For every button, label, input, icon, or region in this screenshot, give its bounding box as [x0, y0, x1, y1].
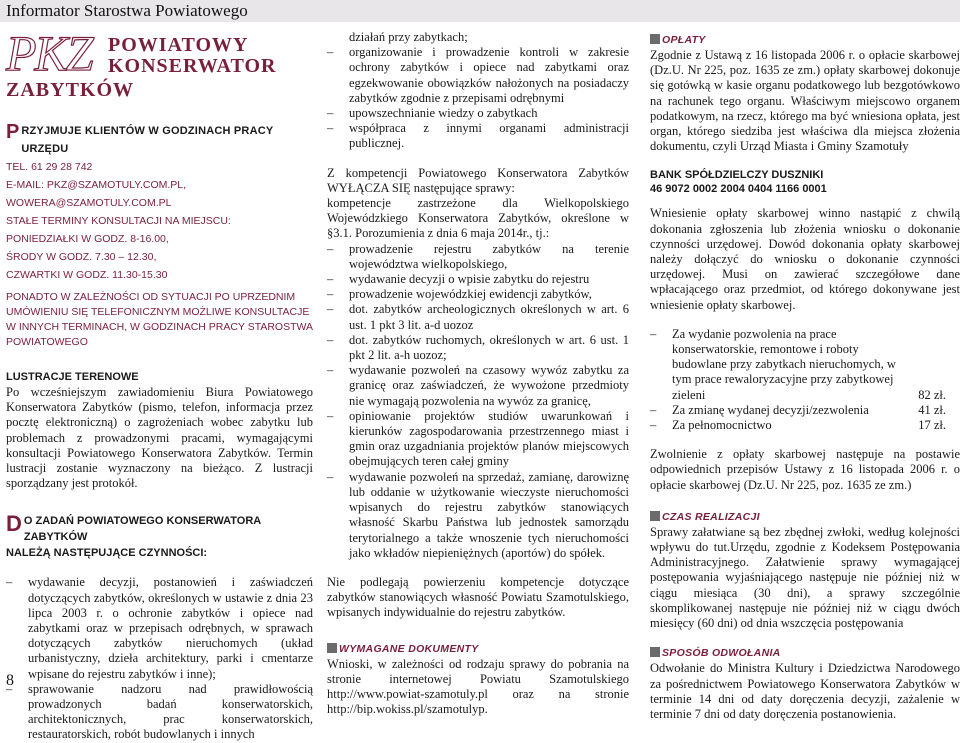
bank-account: 46 9072 0002 2004 0404 1166 0001: [650, 183, 827, 196]
contact-extra: PONADTO W ZALEŻNOŚCI OD SYTUACJI PO UPRZEDNIM UMÓWIENIU SIĘ TELEFONICZNYM MOŻLIWE KONSULTACJE W INNYCH TERMINACH, W GODZINACH PRACY STAROSTWA POWIATOWEGO: [6, 291, 313, 348]
time-heading: CZAS REALIZACJI: [662, 510, 760, 523]
fee-item-amount: 41 zł.: [918, 402, 946, 417]
fee-item: [650, 418, 946, 433]
col2-para-1: Z kompetencji Powiatowego Konserwatora Zabytków WYŁĄCZA SIĘ następujące sprawy:: [327, 165, 629, 195]
square-bullet-icon: [650, 647, 660, 657]
lustracje-text: Po wcześniejszym zawiadomieniu Biura Powiatowego Konserwatora Zabytków (pismo, telefon, informacja przez pocztę elektroniczną) o zagrożeniach wobec zabytku lub problemach z prowadzonymi pracami, wymagającymi konsultacji Powiatowego Konserwatora Zabytków. Termin lustracji zostanie wyznaczony na bieżąco. Z lustracji sporządzany jest protokół.: [6, 385, 313, 491]
page-header: [0, 0, 960, 22]
square-bullet-icon: [650, 34, 660, 44]
contact-email-2: WOWERA@SZAMOTULY.COM.PL: [6, 197, 172, 209]
logo-line-2: KONSERWATOR: [108, 55, 277, 77]
logo-monogram: PKZ: [6, 25, 92, 81]
fee-item-amount: 17 zł.: [918, 418, 946, 433]
logo-line-1: POWIATOWY: [108, 34, 249, 56]
fees-heading-row: [650, 30, 960, 48]
col2-excluded-item: – dot. zabytków archeologicznych określonych w art. 6 ust. 1 pkt 3 lit. a-d uozoz: [327, 302, 629, 332]
contact-wednesday: ŚRODY W GODZ. 7.30 – 12.30,: [6, 251, 157, 263]
square-bullet-icon: [327, 643, 337, 653]
time-text: Sprawy załatwiane są bez zbędnej zwłoki, według kolejności wpływu do tut.Urzędu, zgodnie z Kodeksem Postępowania Administracyjnego. Załatwienie sprawy wymagającej postępowania wyjaśniającego następuje nie później niż w ciągu miesiąca (30 dni), a sprawy szczególnie skomplikowanej następuje nie później niż w ciągu dwóch miesięcy (60 dni) od dnia wszczęcia postępowania: [650, 524, 960, 631]
column-3: [650, 30, 960, 722]
tasks-heading-2: NALEŻĄ NASTĘPUJĄCE CZYNNOŚCI:: [6, 547, 208, 560]
fee-item: [650, 327, 946, 403]
fee-list: [650, 327, 960, 433]
contact-monday: PONIEDZIAŁKI W GODZ. 8-16.00,: [6, 233, 169, 245]
col2-item: – upowszechnianie wiedzy o zabytkach: [327, 106, 629, 121]
fee-item-amount: 82 zł.: [918, 387, 946, 402]
lustracje-section: [6, 370, 315, 491]
col2-excluded-item: – prowadzenie wojewódzkiej ewidencji zabytków,: [327, 287, 629, 302]
appeal-heading: SPOSÓB ODWOŁANIA: [662, 647, 781, 660]
appeal-text: Odwołanie do Ministra Kultury i Dziedzictwa Narodowego za pośrednictwem Powiatowego Konserwatora Zabytków w terminie 14 dni od daty doręczenia decyzji, zażalenie w terminie 7 dni od daty doręczenia postanowienia.: [650, 661, 960, 721]
col2-excluded-item: – wydawanie decyzji o wpisie zabytku do rejestru: [327, 272, 629, 287]
column-2: [327, 30, 629, 717]
contact-tel: TEL. 61 29 28 742: [6, 161, 93, 173]
col2-item: – współpraca z innymi organami administracji publicznej.: [327, 121, 629, 151]
contact-heading: RZYJMUJE KLIENTÓW W GODZINACH PRACY URZĘDU: [21, 125, 274, 155]
fee-item: [650, 403, 946, 418]
contact-email-1: E-MAIL: PKZ@SZAMOTULY.COM.PL,: [6, 179, 187, 191]
contact-thursday: CZWARTKI W GODZ. 11.30-15.30: [6, 269, 168, 281]
lustracje-heading: LUSTRACJE TERENOWE: [6, 371, 139, 383]
fee-item-text: Za pełnomocnictwo: [672, 418, 772, 433]
fee-item-text: Za zmianę wydanej decyzji/zezwolenia: [672, 402, 869, 417]
docs-heading-row: [327, 639, 629, 657]
tasks-section: [6, 513, 315, 742]
col2-excluded-item: – wydawanie pozwoleń na czasowy wywóz zabytku za granicę oraz zaświadczeń, że wywożone przedmioty nie wymagają pozwolenia na wywóz za granicę,: [327, 363, 629, 409]
col2-continuation: działań przy zabytkach;: [349, 30, 468, 44]
logo-line-3: ZABYTKÓW: [6, 79, 135, 101]
tasks-item: – sprawowanie nadzoru nad prawidłowością prowadzonych badań konserwatorskich, architektonicznych, prac konserwatorskich, restauratorskich, robót budowlanych i innych: [6, 682, 313, 743]
contact-info: [6, 122, 315, 350]
tasks-dropcap: D: [6, 511, 22, 537]
page-number: 8: [6, 672, 14, 689]
docs-heading: WYMAGANE DOKUMENTY: [339, 642, 479, 655]
fees-text-3: Zwolnienie z opłaty skarbowej następuje na postawie odpowiednich przepisów Ustawy z 16 listopada 2006 r. o opłacie skarbowej (Dz.U. Nr 225, poz. 1635 ze zm.): [650, 447, 960, 492]
col2-item: – organizowanie i prowadzenie kontroli w zakresie ochrony zabytków i opiece nad zabytkami oraz egzekwowanie obowiązków nałożonych na posiadaczy zabytków zgodnie z przepisami odrębnymi: [327, 45, 629, 106]
col2-excluded-item: – wydawanie pozwoleń na sprzedaż, zamianę, darowiznę lub oddanie w użytkowanie wieczyste nieruchomości wpisanych do rejestru zabytków stanowiących własność Skarbu Państwa lub jednostek samorządu terytorialnego a także wnoszenie tych nieruchomości jako wkładów niepieniężnych (aportów) do spółek.: [327, 470, 629, 561]
contact-dropcap: P: [6, 121, 20, 143]
col2-excluded-item: – prowadzenie rejestru zabytków na terenie województwa wielkopolskiego,: [327, 242, 629, 272]
tasks-item: – wydawanie decyzji, postanowień i zaświadczeń dotyczących zabytków, określonych w ustawie z dnia 23 lipca 2003 r. o ochronie zabytków i opiece nad zabytkami oraz w przepisach odrębnych, w sprawach dotyczących zabytków nieruchomych (układ urbanistyczny, dzieła architektury, parki i cmentarze wpisane do rejestru zabytków i inne);: [6, 575, 313, 681]
square-bullet-icon: [650, 511, 660, 521]
time-heading-row: [650, 507, 960, 525]
header-title: Informator Starostwa Powiatowego: [6, 1, 248, 20]
col2-para-3: Nie podlegają powierzeniu kompetencje dotyczące zabytków stanowiących własność Powiatu Szamotulskiego, wpisanych indywidualnie do rejestru zabytków.: [327, 574, 629, 620]
appeal-heading-row: [650, 643, 960, 661]
fee-item-text: Za wydanie pozwolenia na prace konserwatorskie, remontowe i roboty budowlane przy zabytkach nieruchomych, w tym prace rewaloryzacyjne przy zabytkowej zieleni: [672, 326, 896, 402]
column-1: [0, 25, 315, 743]
col2-excluded-item: – dot. zabytków ruchomych, określonych w art. 6 ust. 1 pkt 2 lit. a-h uozoz;: [327, 333, 629, 363]
docs-text: Wnioski, w zależności od rodzaju sprawy do pobrania na stronie internetowej Powiatu Szamotulskiego http://www.powiat-szamotuly.pl oraz na stronie http://bip.wokiss.pl/szamotulyp.: [327, 656, 629, 717]
pkz-logo: [6, 25, 315, 108]
col2-excluded-item: – opiniowanie projektów studiów uwarunkowań i kierunków zagospodarowania przestrzennego miast i gmin oraz uzgadniania projektów planów miejscowych obejmujących teren całej gminy: [327, 409, 629, 470]
fees-text: Zgodnie z Ustawą z 16 listopada 2006 r. o opłacie skarbowej (Dz.U. Nr 225, poz. 1635 ze zm.) opłaty skarbowej dokonuje się gotówką w kasie organu podatkowego lub bezgotówkowo na rachunek tego organu. Właściwym miejscowo organem podatkowym, na rzecz, którego ma być wniesiona opłata, jest organ, którego siedziba jest właściwa dla miejsca złożenia dokumentu, czyli Urząd Miasta i Gminy Szamotuły: [650, 48, 960, 154]
contact-terms: STAŁE TERMINY KONSULTACJI NA MIEJSCU:: [6, 215, 231, 227]
tasks-heading-1: O ZADAŃ POWIATOWEGO KONSERWATORA ZABYTKÓW: [23, 515, 261, 544]
fees-heading: OPŁATY: [662, 34, 706, 46]
col2-para-2: kompetencje zastrzeżone dla Wielkopolskiego Wojewódzkiego Konserwatora Zabytków, określone w §3.1. Porozumienia z dnia 6 maja 2014r., tj.:: [327, 196, 629, 241]
fees-text-2: Wniesienie opłaty skarbowej winno nastąpić z chwilą dokonania zgłoszenia lub złożenia wniosku o dokonanie czynności urzędowej. Dowód dokonania opłaty skarbowej należy dołączyć do wniosku o dokonanie czynności urzędowej. Musi on zawierać szczegółowe dane wpłacającego oraz przedmiot, od którego dokonywane jest wniesienie opłaty skarbowej.: [650, 206, 960, 312]
bank-name: BANK SPÓŁDZIELCZY DUSZNIKI: [650, 169, 824, 182]
